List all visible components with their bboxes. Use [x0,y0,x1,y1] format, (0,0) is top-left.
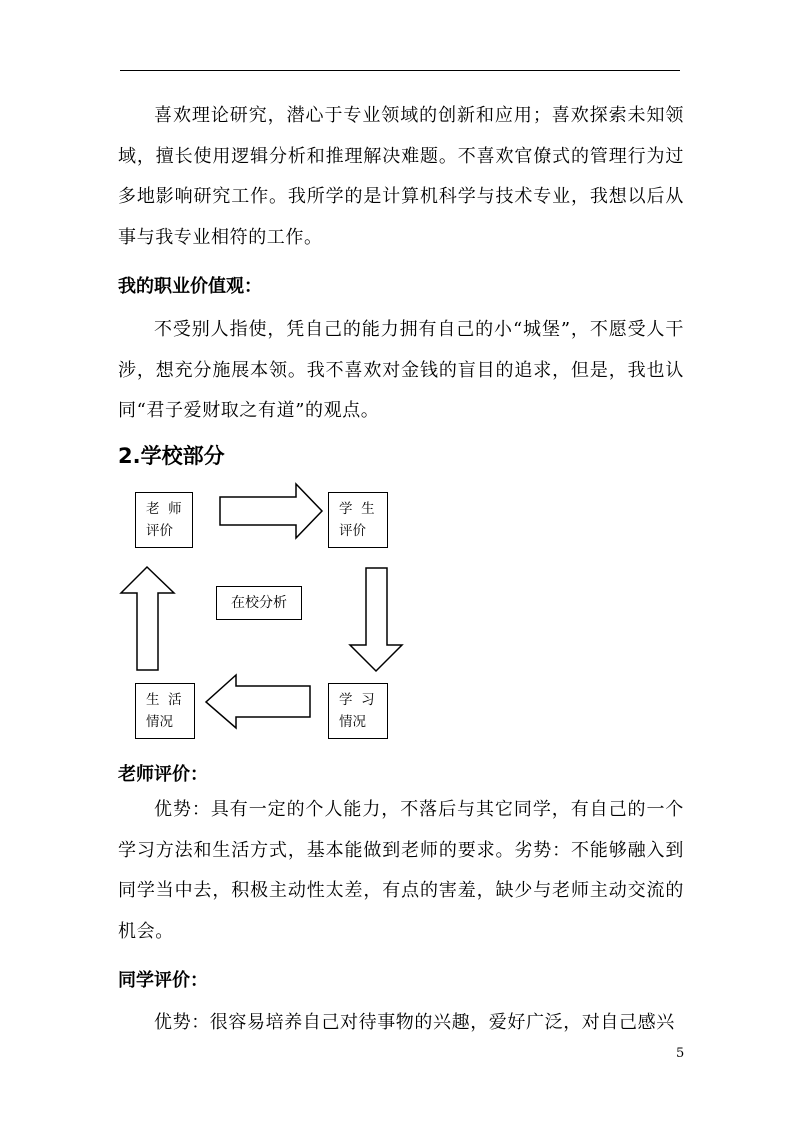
box-life-situation [135,683,195,739]
paragraph-classmate-evaluation: 优势：很容易培养自己对待事物的兴趣，爱好广泛，对自己感兴 [154,1012,675,1033]
arrow-up [121,567,174,670]
box-study-line1: 学 习 [339,692,375,708]
box-student-line1: 学 生 [339,501,375,517]
heading-career-values: 我的职业价值观： [118,276,262,297]
page-number: 5 [676,1046,685,1061]
arrow-down [350,568,402,671]
paragraph-career-values: 不受别人指使，凭自己的能力拥有自己的小“城堡”，不愿受人干涉，想充分施展本领。我不喜欢对金钱的盲目的追求，但是，我也认同“君子爱财取之有道”的观点。 [118,319,684,421]
heading-teacher-evaluation: 老师评价： [118,764,208,785]
box-student-evaluation [328,492,388,548]
arrow-right [220,484,322,538]
section-title-school: 2.学校部分 [118,444,225,468]
paragraph-teacher-evaluation: 优势：具有一定的个人能力，不落后与其它同学，有自己的一个学习方法和生活方式，基本能做到老师的要求。劣势：不能够融入到同学当中去，积极主动性太差，有点的害羞，缺少与老师主动交流的机会。 [118,799,684,942]
box-study-situation [328,683,388,739]
box-life-line1: 生 活 [146,692,182,708]
box-life-line2: 情况 [146,714,173,730]
arrow-left [206,675,310,728]
box-student-line2: 评价 [339,523,366,539]
box-teacher-evaluation [135,492,193,548]
box-study-line2: 情况 [339,714,366,730]
heading-classmate-evaluation: 同学评价： [118,970,208,991]
box-school-analysis: 在校分析 [216,586,302,620]
box-teacher-line2: 评价 [146,523,173,539]
paragraph-interests: 喜欢理论研究，潜心于专业领域的创新和应用；喜欢探索未知领域，擅长使用逻辑分析和推理解决难题。不喜欢官僚式的管理行为过多地影响研究工作。我所学的是计算机科学与技术专业，我想以后从事与我专业相符的工作。 [118,105,684,248]
box-teacher-line1: 老 师 [146,501,182,517]
